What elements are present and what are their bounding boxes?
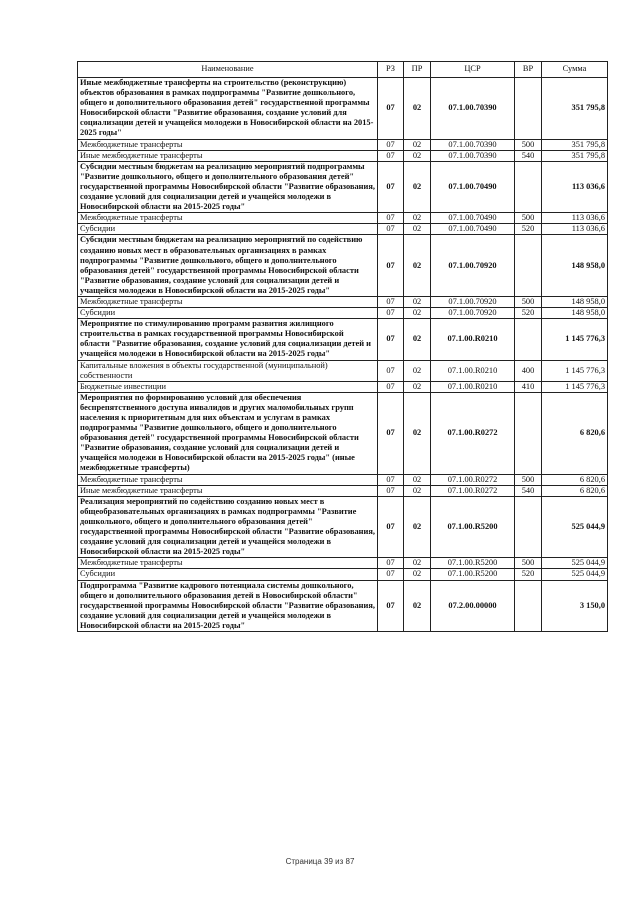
cell-sum: 525 044,9 — [542, 496, 608, 558]
cell-csr: 07.1.00.70390 — [431, 78, 515, 140]
cell-pr: 02 — [404, 150, 431, 161]
cell-csr: 07.1.00.70490 — [431, 224, 515, 235]
cell-csr: 07.1.00.R0272 — [431, 474, 515, 485]
cell-name: Субсидии — [78, 569, 378, 580]
cell-csr: 07.1.00.R5200 — [431, 496, 515, 558]
cell-name: Субсидии — [78, 224, 378, 235]
cell-vr: 540 — [515, 150, 542, 161]
cell-csr: 07.1.00.R0272 — [431, 392, 515, 474]
cell-vr: 400 — [515, 360, 542, 381]
cell-csr: 07.1.00.70390 — [431, 139, 515, 150]
cell-rz: 07 — [378, 213, 404, 224]
header-csr: ЦСР — [431, 62, 515, 78]
cell-name: Подпрограмма "Развитие кадрового потенциала системы дошкольного, общего и дополнительного образования детей в Новосибирской области" государственной программы Новосибирской области "Развитие образования, создание условий для социализации детей и учащейся молодежи в Новосибирской области на 2015-2025 годы" — [78, 580, 378, 631]
cell-sum: 148 958,0 — [542, 308, 608, 319]
cell-rz: 07 — [378, 569, 404, 580]
cell-vr — [515, 580, 542, 631]
table-row — [78, 308, 608, 319]
table-row — [78, 319, 608, 360]
cell-vr: 500 — [515, 558, 542, 569]
cell-rz: 07 — [378, 496, 404, 558]
cell-vr: 500 — [515, 296, 542, 307]
cell-pr: 02 — [404, 474, 431, 485]
cell-name: Межбюджетные трансферты — [78, 139, 378, 150]
cell-rz: 07 — [378, 161, 404, 212]
cell-pr: 02 — [404, 319, 431, 360]
table-row — [78, 161, 608, 212]
table-body — [78, 78, 608, 632]
cell-vr: 500 — [515, 139, 542, 150]
table-row — [78, 360, 608, 381]
cell-rz: 07 — [378, 308, 404, 319]
cell-pr: 02 — [404, 580, 431, 631]
cell-name: Бюджетные инвестиции — [78, 381, 378, 392]
cell-pr: 02 — [404, 224, 431, 235]
cell-rz: 07 — [378, 296, 404, 307]
cell-csr: 07.2.00.00000 — [431, 580, 515, 631]
cell-name: Капитальные вложения в объекты государственной (муниципальной) собственности — [78, 360, 378, 381]
header-sum: Сумма — [542, 62, 608, 78]
cell-vr — [515, 161, 542, 212]
table-row — [78, 213, 608, 224]
cell-name: Мероприятия по формированию условий для обеспечения беспрепятственного доступа инвалидов и других маломобильных групп населения к приоритетным для них объектам и услугам в рамках подпрограммы "Развитие дошкольного, общего и дополнительного образования детей" государственной программы Новосибирской области "Развитие образования, создание условий для социализации детей и учащейся молодежи в Новосибирской области на 2015-2025 годы" (иные межбюджетные трансферты) — [78, 392, 378, 474]
cell-vr — [515, 496, 542, 558]
header-vr: ВР — [515, 62, 542, 78]
cell-pr: 02 — [404, 381, 431, 392]
cell-vr: 520 — [515, 569, 542, 580]
cell-vr: 500 — [515, 213, 542, 224]
cell-rz: 07 — [378, 360, 404, 381]
cell-csr: 07.1.00.70920 — [431, 296, 515, 307]
cell-name: Межбюджетные трансферты — [78, 296, 378, 307]
cell-csr: 07.1.00.70920 — [431, 235, 515, 297]
cell-csr: 07.1.00.70390 — [431, 150, 515, 161]
cell-pr: 02 — [404, 496, 431, 558]
header-name: Наименование — [78, 62, 378, 78]
cell-sum: 525 044,9 — [542, 558, 608, 569]
page-number: Страница 39 из 87 — [285, 857, 355, 866]
cell-rz: 07 — [378, 381, 404, 392]
cell-rz: 07 — [378, 319, 404, 360]
cell-csr: 07.1.00.70490 — [431, 213, 515, 224]
cell-csr: 07.1.00.R0210 — [431, 381, 515, 392]
cell-rz: 07 — [378, 580, 404, 631]
cell-sum: 1 145 776,3 — [542, 360, 608, 381]
cell-sum: 1 145 776,3 — [542, 381, 608, 392]
cell-name: Реализация мероприятий по содействию созданию новых мест в общеобразовательных организациях в рамках подпрограммы "Развитие дошкольного, общего и дополнительного образования детей" государственной программы Новосибирской области "Развитие образования, создание условий для социализации детей и учащейся молодежи в Новосибирской области на 2015-2025 годы" — [78, 496, 378, 558]
cell-rz: 07 — [378, 474, 404, 485]
cell-sum: 6 820,6 — [542, 485, 608, 496]
cell-rz: 07 — [378, 139, 404, 150]
cell-sum: 148 958,0 — [542, 235, 608, 297]
table-row — [78, 558, 608, 569]
cell-name: Иные межбюджетные трансферты — [78, 150, 378, 161]
table-row — [78, 485, 608, 496]
cell-sum: 113 036,6 — [542, 161, 608, 212]
cell-csr: 07.1.00.R0210 — [431, 319, 515, 360]
cell-vr: 520 — [515, 308, 542, 319]
cell-name: Иные межбюджетные трансферты на строительство (реконструкцию) объектов образования в рамках подпрограммы "Развитие дошкольного, общего и дополнительного образования детей" государственной программы Новосибирской области "Развитие образования, создание условий для социализации детей и учащейся молодежи в Новосибирской области на 2015-2025 годы" — [78, 78, 378, 140]
table-row — [78, 580, 608, 631]
cell-vr: 410 — [515, 381, 542, 392]
cell-sum: 6 820,6 — [542, 392, 608, 474]
cell-name: Субсидии местным бюджетам на реализацию мероприятий по содействию созданию новых мест в образовательных организациях в рамках подпрограммы "Развитие дошкольного, общего и дополнительного образования детей" государственной программы Новосибирской области "Развитие образования, создание условий для социализации детей и учащейся молодежи в Новосибирской области на 2015-2025 годы" — [78, 235, 378, 297]
table-row — [78, 139, 608, 150]
cell-rz: 07 — [378, 150, 404, 161]
cell-vr — [515, 78, 542, 140]
cell-sum: 351 795,8 — [542, 78, 608, 140]
cell-rz: 07 — [378, 558, 404, 569]
cell-name: Межбюджетные трансферты — [78, 558, 378, 569]
table-row — [78, 296, 608, 307]
cell-name: Мероприятие по стимулированию программ развития жилищного строительства в рамках государственной программы Новосибирской области "Развитие образования, создание условий для социализации детей и учащейся молодежи в Новосибирской области на 2015-2025 годы" — [78, 319, 378, 360]
cell-name: Межбюджетные трансферты — [78, 474, 378, 485]
table-row — [78, 150, 608, 161]
cell-rz: 07 — [378, 235, 404, 297]
table-row — [78, 78, 608, 140]
cell-csr: 07.1.00.R0210 — [431, 360, 515, 381]
table-row — [78, 224, 608, 235]
table-row — [78, 569, 608, 580]
cell-vr: 540 — [515, 485, 542, 496]
table-row — [78, 381, 608, 392]
table-row — [78, 392, 608, 474]
cell-sum: 113 036,6 — [542, 224, 608, 235]
cell-vr — [515, 319, 542, 360]
table-row — [78, 474, 608, 485]
cell-rz: 07 — [378, 485, 404, 496]
cell-sum: 351 795,8 — [542, 150, 608, 161]
cell-vr: 500 — [515, 474, 542, 485]
cell-pr: 02 — [404, 569, 431, 580]
cell-rz: 07 — [378, 392, 404, 474]
cell-pr: 02 — [404, 161, 431, 212]
budget-table — [77, 61, 608, 632]
cell-pr: 02 — [404, 139, 431, 150]
cell-pr: 02 — [404, 235, 431, 297]
cell-sum: 148 958,0 — [542, 296, 608, 307]
header-pr: ПР — [404, 62, 431, 78]
cell-pr: 02 — [404, 558, 431, 569]
cell-pr: 02 — [404, 213, 431, 224]
header-rz: РЗ — [378, 62, 404, 78]
table-row — [78, 235, 608, 297]
cell-pr: 02 — [404, 392, 431, 474]
cell-sum: 1 145 776,3 — [542, 319, 608, 360]
cell-vr — [515, 392, 542, 474]
cell-sum: 351 795,8 — [542, 139, 608, 150]
cell-csr: 07.1.00.70920 — [431, 308, 515, 319]
cell-csr: 07.1.00.R0272 — [431, 485, 515, 496]
cell-sum: 525 044,9 — [542, 569, 608, 580]
cell-sum: 6 820,6 — [542, 474, 608, 485]
cell-rz: 07 — [378, 78, 404, 140]
cell-pr: 02 — [404, 485, 431, 496]
cell-pr: 02 — [404, 308, 431, 319]
table-row — [78, 496, 608, 558]
cell-sum: 3 150,0 — [542, 580, 608, 631]
cell-name: Субсидии местным бюджетам на реализацию мероприятий подпрограммы "Развитие дошкольного, общего и дополнительного образования детей" государственной программы Новосибирской области "Развитие образования, создание условий для социализации детей и учащейся молодежи в Новосибирской области на 2015-2025 годы" — [78, 161, 378, 212]
cell-pr: 02 — [404, 296, 431, 307]
cell-csr: 07.1.00.R5200 — [431, 558, 515, 569]
cell-name: Иные межбюджетные трансферты — [78, 485, 378, 496]
cell-csr: 07.1.00.R5200 — [431, 569, 515, 580]
cell-name: Субсидии — [78, 308, 378, 319]
cell-pr: 02 — [404, 78, 431, 140]
cell-pr: 02 — [404, 360, 431, 381]
cell-vr — [515, 235, 542, 297]
table-header-row — [78, 62, 608, 78]
cell-name: Межбюджетные трансферты — [78, 213, 378, 224]
cell-sum: 113 036,6 — [542, 213, 608, 224]
cell-vr: 520 — [515, 224, 542, 235]
cell-rz: 07 — [378, 224, 404, 235]
cell-csr: 07.1.00.70490 — [431, 161, 515, 212]
